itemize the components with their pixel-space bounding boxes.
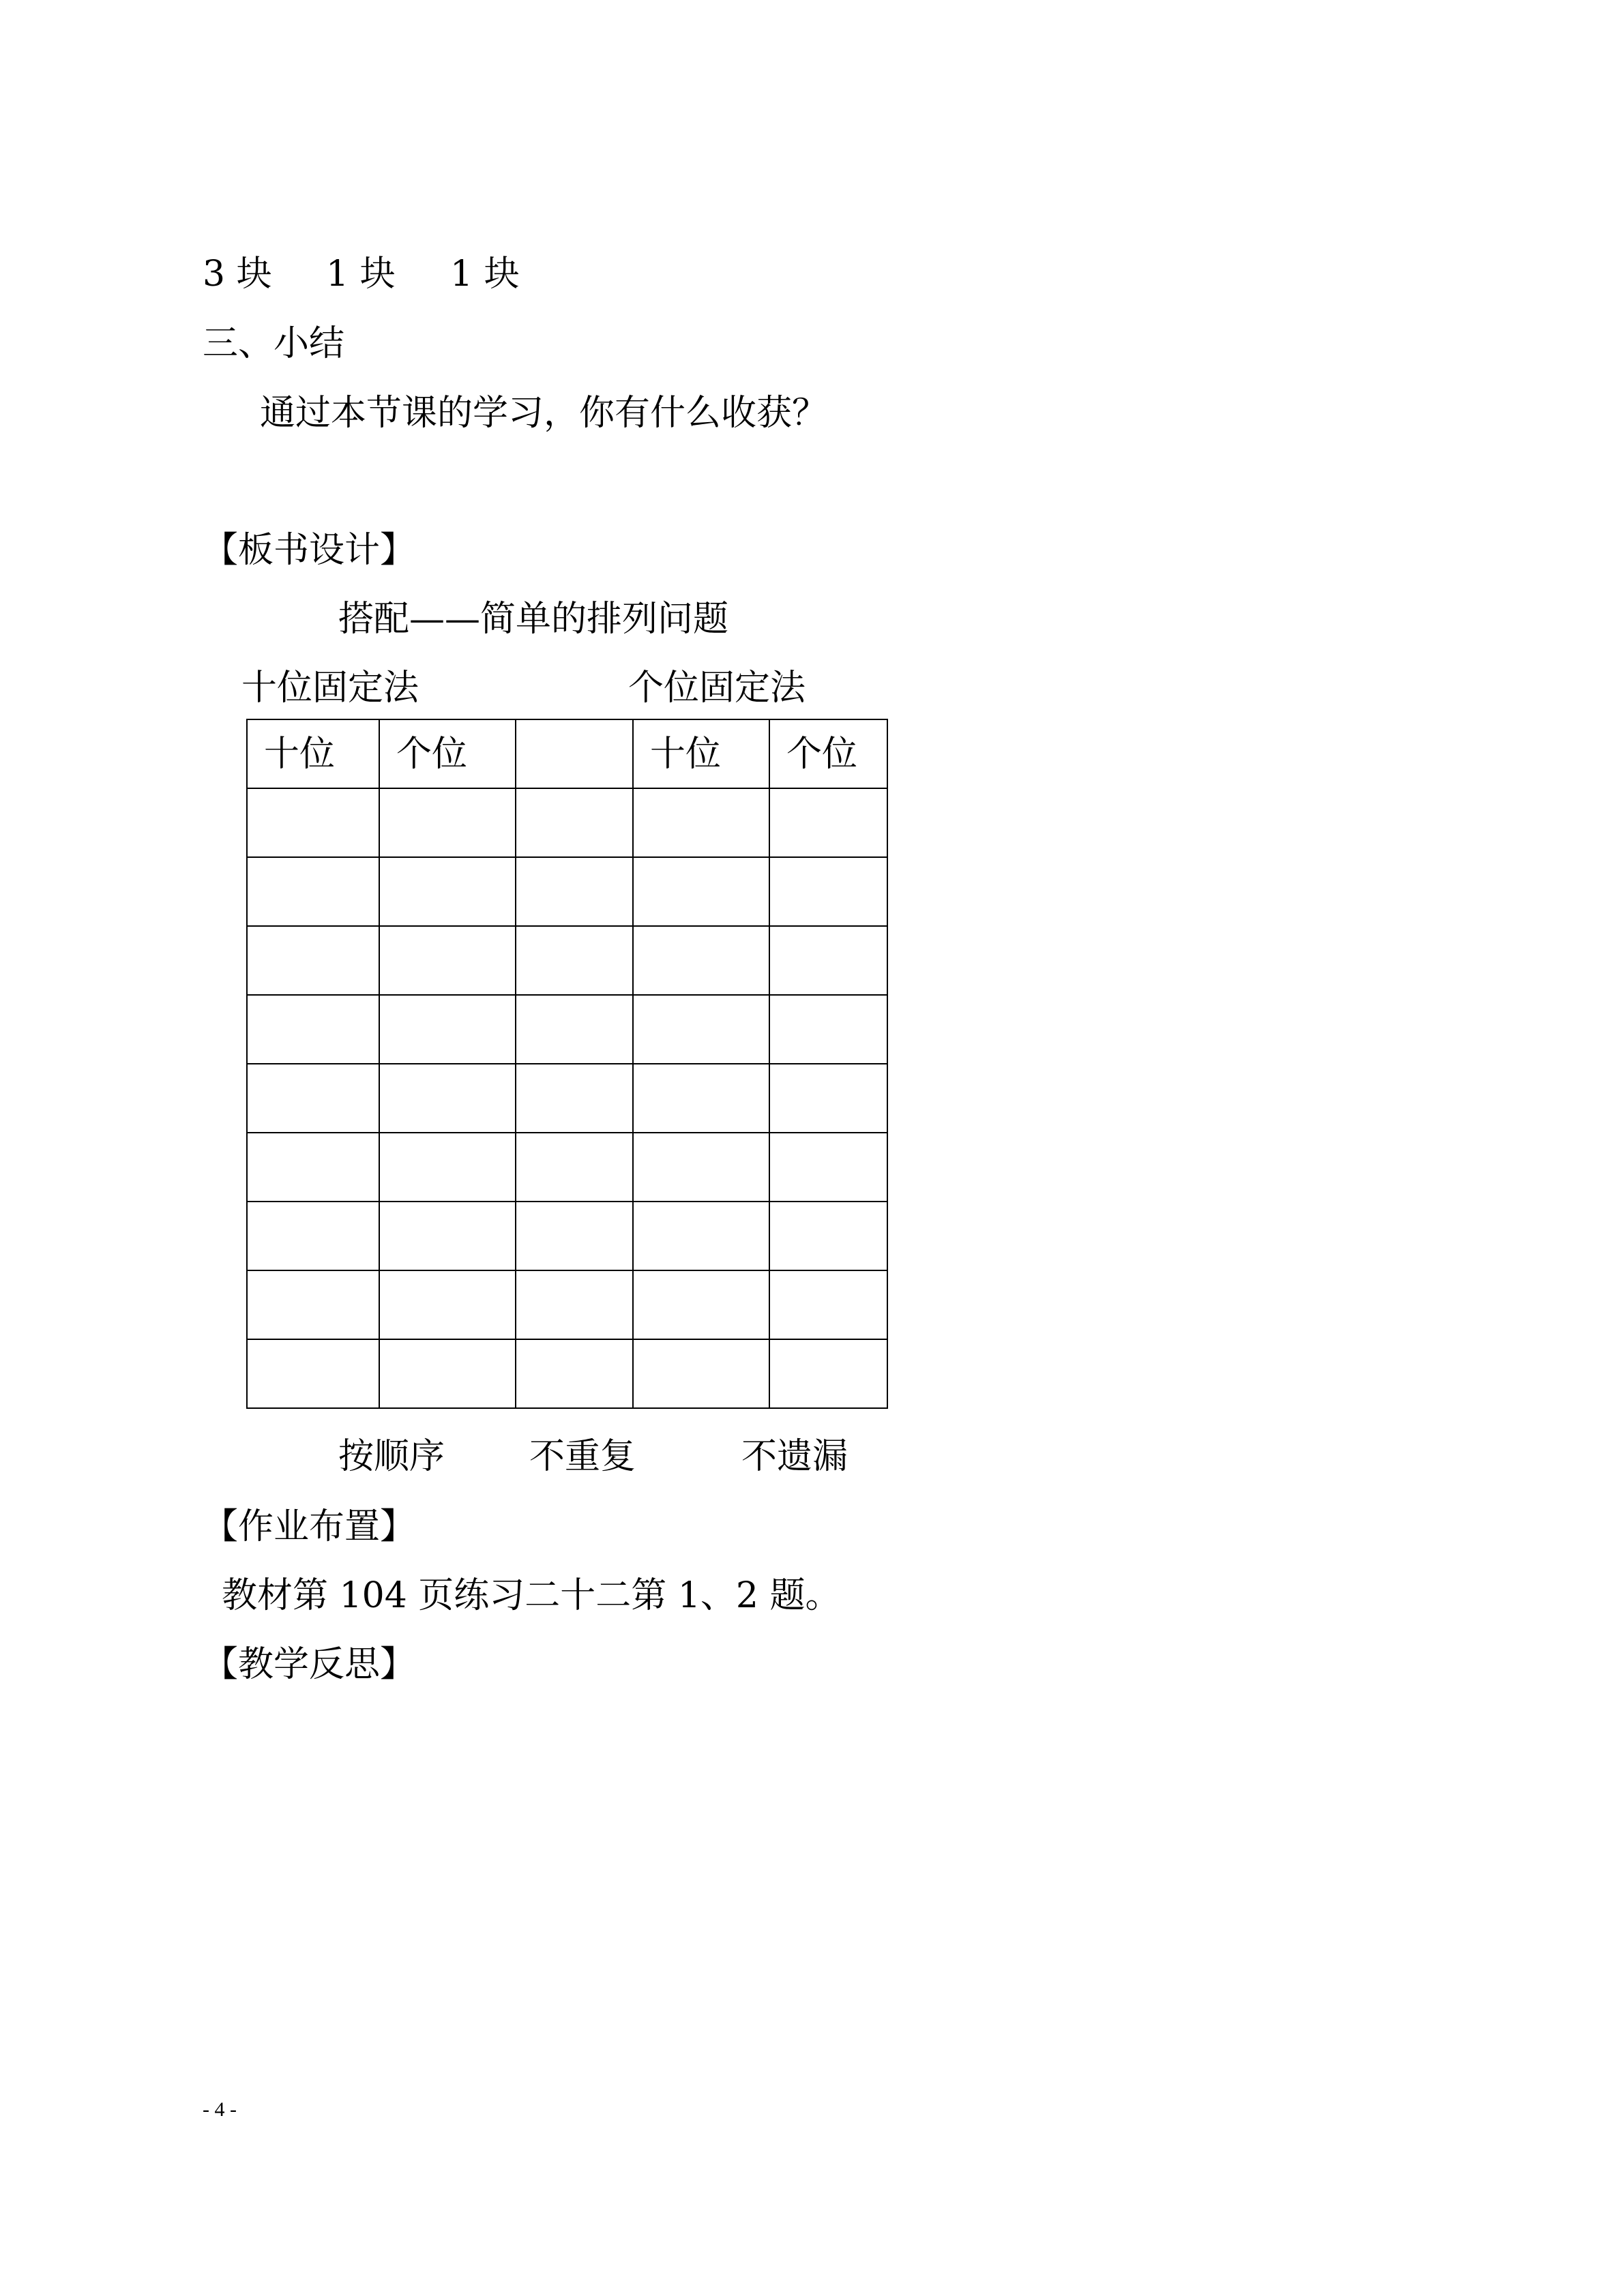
table-cell (769, 1270, 887, 1339)
table-row (247, 1202, 887, 1270)
table-cell (769, 1064, 887, 1133)
table-cell (247, 788, 379, 857)
table-cell (516, 1270, 633, 1339)
homework-heading: 【作业布置】 (203, 1506, 416, 1547)
table-cell (633, 1133, 769, 1202)
table-cell (769, 926, 887, 995)
table-body (247, 788, 887, 1408)
table-cell (633, 1202, 769, 1270)
table-cell (247, 1202, 379, 1270)
table-cell (516, 1339, 633, 1408)
board-title: 搭配——简单的排列问题 (338, 599, 729, 640)
table-row (247, 926, 887, 995)
table-cell (379, 926, 516, 995)
header-cell: 个位 (769, 719, 887, 788)
table-cell (633, 1270, 769, 1339)
table-cell (516, 926, 633, 995)
table-cell (379, 995, 516, 1064)
table-cell (379, 1202, 516, 1270)
table-cell (379, 1339, 516, 1408)
reflection-heading: 【教学反思】 (203, 1644, 416, 1685)
principle-no-repeat: 不重复 (529, 1436, 636, 1477)
table-cell (247, 1270, 379, 1339)
board-table (246, 719, 888, 1409)
top-line-item-a: 3 块 (203, 254, 272, 295)
table-cell (247, 857, 379, 926)
principle-no-omission: 不遗漏 (741, 1436, 848, 1477)
table-row (247, 995, 887, 1064)
table-cell (769, 1133, 887, 1202)
table-cell (633, 788, 769, 857)
table-cell (379, 788, 516, 857)
board-heading: 【板书设计】 (203, 530, 416, 571)
header-cell: 个位 (379, 719, 516, 788)
table-cell (633, 995, 769, 1064)
table-header-row (247, 719, 887, 788)
homework-text: 教材第 104 页练习二十二第 1、2 题。 (222, 1575, 841, 1616)
table-cell (379, 1270, 516, 1339)
table-row (247, 788, 887, 857)
table-cell (769, 1339, 887, 1408)
table-cell (516, 788, 633, 857)
table-cell (247, 1064, 379, 1133)
table-cell (379, 857, 516, 926)
table-cell (516, 1133, 633, 1202)
top-line-item-c: 1 块 (450, 254, 520, 295)
table-cell (247, 1339, 379, 1408)
table-cell (633, 1339, 769, 1408)
section3-question: 通过本节课的学习，你有什么收获？ (260, 393, 828, 434)
table-cell (633, 857, 769, 926)
header-cell (516, 719, 633, 788)
table-cell (516, 857, 633, 926)
table-cell (633, 926, 769, 995)
table-cell (516, 995, 633, 1064)
table-cell (769, 1202, 887, 1270)
table-row (247, 1133, 887, 1202)
top-line-item-b: 1 块 (326, 254, 396, 295)
page-number: - 4 - (203, 2098, 237, 2121)
table-cell (516, 1202, 633, 1270)
header-cell: 十位 (633, 719, 769, 788)
table-cell (633, 1064, 769, 1133)
table-cell (247, 926, 379, 995)
table-cell (247, 995, 379, 1064)
table-cell (379, 1064, 516, 1133)
principle-order: 按顺序 (338, 1436, 445, 1477)
table-row (247, 1270, 887, 1339)
table-cell (516, 1064, 633, 1133)
method-right: 个位固定法 (628, 668, 806, 709)
table-cell (769, 995, 887, 1064)
table-cell (379, 1133, 516, 1202)
table-cell (769, 857, 887, 926)
method-left: 十位固定法 (241, 668, 419, 709)
table-cell (769, 788, 887, 857)
header-cell: 十位 (247, 719, 379, 788)
table-row (247, 857, 887, 926)
table-cell (247, 1133, 379, 1202)
table-row (247, 1339, 887, 1408)
table-row (247, 1064, 887, 1133)
section3-heading: 三、小结 (203, 323, 345, 364)
